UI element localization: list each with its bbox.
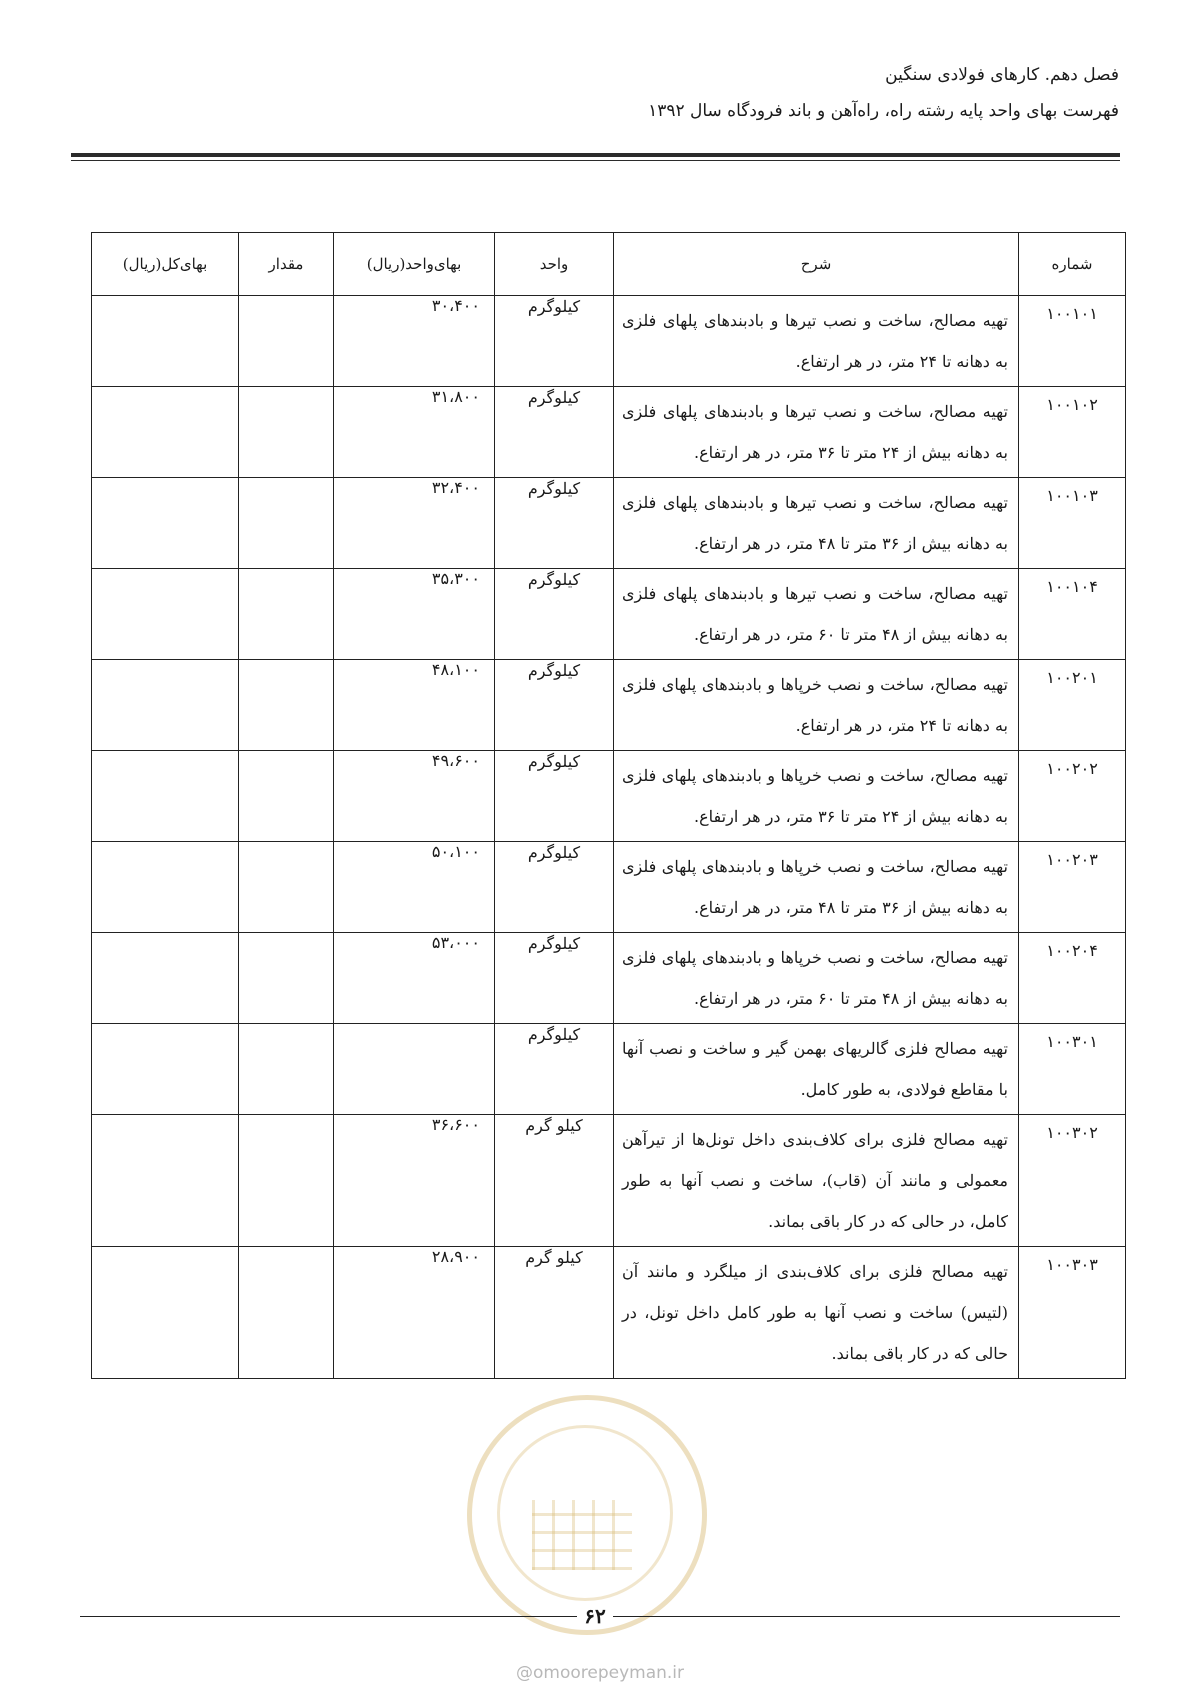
row-unit-price: ۳۲،۴۰۰: [334, 478, 495, 569]
column-header-unit-price: بهای‌واحد(ریال): [334, 233, 495, 296]
table-row: [92, 569, 1126, 660]
column-header-unit: واحد: [495, 233, 614, 296]
row-unit-price: ۵۳،۰۰۰: [334, 933, 495, 1024]
row-number: ۱۰۰۱۰۳: [1019, 478, 1126, 569]
page-number: ۶۲: [584, 1604, 606, 1628]
row-unit: کیلوگرم: [495, 751, 614, 842]
row-quantity: [239, 751, 334, 842]
table-row: [92, 387, 1126, 478]
row-total-price: [92, 933, 239, 1024]
row-description: تهیه مصالح، ساخت و نصب خرپاها و بادبندهای پلهای فلزی به دهانه بیش از ۴۸ متر تا ۶۰ متر، در هر ارتفاع.: [614, 933, 1019, 1024]
row-quantity: [239, 387, 334, 478]
row-description: تهیه مصالح، ساخت و نصب تیرها و بادبندهای پلهای فلزی به دهانه تا ۲۴ متر، در هر ارتفاع.: [614, 296, 1019, 387]
page-header: [69, 64, 1119, 122]
table-row: [92, 933, 1126, 1024]
row-unit-price: ۴۹،۶۰۰: [334, 751, 495, 842]
row-quantity: [239, 478, 334, 569]
row-number: ۱۰۰۲۰۳: [1019, 842, 1126, 933]
table-row: [92, 478, 1126, 569]
row-unit: کیلو گرم: [495, 1115, 614, 1247]
row-quantity: [239, 1024, 334, 1115]
row-number: ۱۰۰۳۰۱: [1019, 1024, 1126, 1115]
row-unit-price: ۳۶،۶۰۰: [334, 1115, 495, 1247]
row-unit: کیلوگرم: [495, 478, 614, 569]
row-total-price: [92, 1247, 239, 1379]
row-description: تهیه مصالح، ساخت و نصب تیرها و بادبندهای پلهای فلزی به دهانه بیش از ۴۸ متر تا ۶۰ متر، در هر ارتفاع.: [614, 569, 1019, 660]
row-total-price: [92, 660, 239, 751]
row-description: تهیه مصالح، ساخت و نصب تیرها و بادبندهای پلهای فلزی به دهانه بیش از ۳۶ متر تا ۴۸ متر، در هر ارتفاع.: [614, 478, 1019, 569]
row-number: ۱۰۰۱۰۴: [1019, 569, 1126, 660]
row-number: ۱۰۰۱۰۱: [1019, 296, 1126, 387]
row-total-price: [92, 478, 239, 569]
row-unit-price: ۲۸،۹۰۰: [334, 1247, 495, 1379]
row-quantity: [239, 933, 334, 1024]
seal-grid-emblem: [532, 1500, 632, 1570]
table-row: [92, 751, 1126, 842]
header-rule-thick: [71, 153, 1120, 157]
row-quantity: [239, 842, 334, 933]
table-row: [92, 1024, 1126, 1115]
row-unit: کیلوگرم: [495, 933, 614, 1024]
row-number: ۱۰۰۲۰۲: [1019, 751, 1126, 842]
price-list-table: [91, 232, 1126, 1379]
row-total-price: [92, 1115, 239, 1247]
row-quantity: [239, 1247, 334, 1379]
row-number: ۱۰۰۲۰۱: [1019, 660, 1126, 751]
row-unit-price: ۵۰،۱۰۰: [334, 842, 495, 933]
row-quantity: [239, 569, 334, 660]
row-total-price: [92, 296, 239, 387]
document-subtitle: فهرست بهای واحد پایه رشته راه، راه‌آهن و باند فرودگاه سال ۱۳۹۲: [648, 101, 1119, 121]
row-description: تهیه مصالح، ساخت و نصب خرپاها و بادبندهای پلهای فلزی به دهانه بیش از ۲۴ متر تا ۳۶ متر، در هر ارتفاع.: [614, 751, 1019, 842]
row-description: تهیه مصالح، ساخت و نصب خرپاها و بادبندهای پلهای فلزی به دهانه تا ۲۴ متر، در هر ارتفاع.: [614, 660, 1019, 751]
site-watermark: @omoorepeyman.ir: [515, 1663, 685, 1683]
row-description: تهیه مصالح فلزی گالریهای بهمن گیر و ساخت و نصب آنها با مقاطع فولادی، به طور کامل.: [614, 1024, 1019, 1115]
row-unit: کیلوگرم: [495, 296, 614, 387]
table-row: [92, 1115, 1126, 1247]
row-unit: کیلوگرم: [495, 387, 614, 478]
row-total-price: [92, 1024, 239, 1115]
table-header-row: [92, 233, 1126, 296]
column-header-total-price: بهای‌کل(ریال): [92, 233, 239, 296]
row-unit-price: ۳۱،۸۰۰: [334, 387, 495, 478]
row-description: تهیه مصالح فلزی برای کلاف‌بندی داخل تونل‌ها از تیرآهن معمولی و مانند آن (قاب)، ساخت و نصب آنها به طور کامل، در حالی که در کار باقی بماند.: [614, 1115, 1019, 1247]
row-quantity: [239, 296, 334, 387]
footer-rule-left: [80, 1616, 577, 1617]
row-description: تهیه مصالح، ساخت و نصب خرپاها و بادبندهای پلهای فلزی به دهانه بیش از ۳۶ متر تا ۴۸ متر، در هر ارتفاع.: [614, 842, 1019, 933]
column-header-quantity: مقدار: [239, 233, 334, 296]
row-number: ۱۰۰۳۰۲: [1019, 1115, 1126, 1247]
organization-seal-watermark: [467, 1395, 707, 1635]
table-row: [92, 1247, 1126, 1379]
row-unit: کیلوگرم: [495, 660, 614, 751]
row-number: ۱۰۰۳۰۳: [1019, 1247, 1126, 1379]
column-header-description: شرح: [614, 233, 1019, 296]
row-unit-price: ۳۰،۴۰۰: [334, 296, 495, 387]
row-description: تهیه مصالح، ساخت و نصب تیرها و بادبندهای پلهای فلزی به دهانه بیش از ۲۴ متر تا ۳۶ متر، در هر ارتفاع.: [614, 387, 1019, 478]
row-unit-price: ۴۸،۱۰۰: [334, 660, 495, 751]
seal-inner-ring: [497, 1425, 673, 1601]
chapter-title: فصل دهم. کارهای فولادی سنگین: [885, 65, 1119, 85]
table-row: [92, 296, 1126, 387]
table-row: [92, 842, 1126, 933]
table-row: [92, 660, 1126, 751]
row-number: ۱۰۰۱۰۲: [1019, 387, 1126, 478]
row-total-price: [92, 387, 239, 478]
row-quantity: [239, 1115, 334, 1247]
row-unit: کیلو گرم: [495, 1247, 614, 1379]
row-unit-price: [334, 1024, 495, 1115]
row-unit: کیلوگرم: [495, 1024, 614, 1115]
row-total-price: [92, 751, 239, 842]
row-unit: کیلوگرم: [495, 569, 614, 660]
row-total-price: [92, 569, 239, 660]
row-unit: کیلوگرم: [495, 842, 614, 933]
row-quantity: [239, 660, 334, 751]
row-number: ۱۰۰۲۰۴: [1019, 933, 1126, 1024]
row-unit-price: ۳۵،۳۰۰: [334, 569, 495, 660]
column-header-number: شماره: [1019, 233, 1126, 296]
row-description: تهیه مصالح فلزی برای کلاف‌بندی از میلگرد و مانند آن (لتیس) ساخت و نصب آنها به طور کامل داخل تونل، در حالی که در کار باقی بماند.: [614, 1247, 1019, 1379]
footer-rule-right: [613, 1616, 1120, 1617]
header-rule-thin: [71, 160, 1120, 161]
row-total-price: [92, 842, 239, 933]
